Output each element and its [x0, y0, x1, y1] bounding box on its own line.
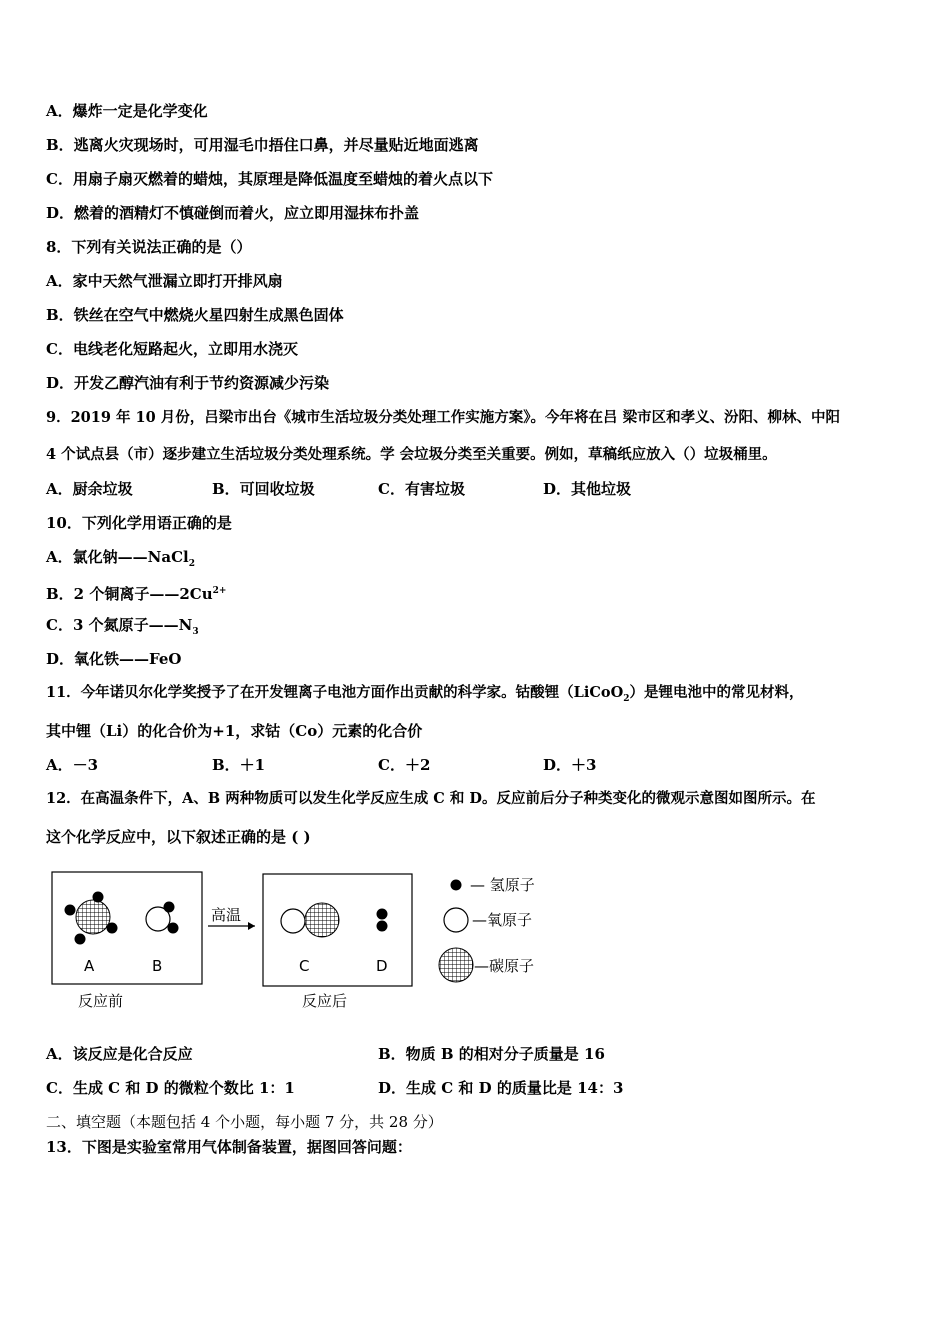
q10-b-text: B．2 个铜离子——2Cu [46, 585, 213, 603]
label-after: 反应后 [302, 992, 348, 1010]
legend-hydrogen: — 氢原子 [470, 876, 535, 894]
q10-b-superscript: 2+ [212, 586, 227, 596]
label-before: 反应前 [78, 992, 124, 1010]
hydrogen-atom-icon [451, 880, 462, 891]
q12-option-b: B．物质 B 的相对分子质量是 16 [378, 1045, 605, 1063]
q11-option-a: A．－3 [46, 756, 99, 774]
q8-option-c: C．电线老化短路起火，立即用水浇灭 [46, 340, 298, 358]
q12-stem-line2: 这个化学反应中，以下叙述正确的是 ( ) [46, 828, 311, 846]
q13-stem: 13．下图是实验室常用气体制备装置，据图回答问题： [46, 1138, 412, 1156]
carbon-atom-icon [439, 948, 473, 982]
label-d: D [376, 957, 388, 975]
q10-option-d: D．氧化铁——FeO [46, 650, 182, 668]
q10-option-c [46, 615, 199, 642]
q9-option-b: B．可回收垃圾 [212, 480, 315, 498]
atom-legend [436, 868, 576, 988]
q7-option-c: C．用扇子扇灭燃着的蜡烛，其原理是降低温度至蜡烛的着火点以下 [46, 170, 493, 188]
q12-stem-line1: 12．在高温条件下，A、B 两种物质可以发生化学反应生成 C 和 D。反应前后分子种类变化的微观示意图如图所示。在 [46, 790, 816, 807]
arrow-head [248, 922, 255, 930]
q7-option-b: B．逃离火灾现场时，可用湿毛巾捂住口鼻，并尽量贴近地面逃离 [46, 136, 479, 154]
q12-option-a: A．该反应是化合反应 [46, 1045, 193, 1063]
q8-option-b: B．铁丝在空气中燃烧火星四射生成黑色固体 [46, 306, 344, 324]
q11-option-c: C．＋2 [378, 756, 431, 774]
before-box [52, 872, 202, 984]
q9-option-d: D．其他垃圾 [543, 480, 632, 498]
label-b: B [152, 957, 163, 975]
q8-option-a: A．家中天然气泄漏立即打开排风扇 [46, 272, 283, 290]
q9-stem-line1: 9．2019 年 10 月份，吕梁市出台《城市生活垃圾分类处理工作实施方案》。今年将在吕 梁市区和孝义、汾阳、柳林、中阳 [46, 409, 841, 426]
section-2-heading: 二、填空题（本题包括 4 个小题，每小题 7 分，共 28 分） [46, 1113, 443, 1131]
q10-c-subscript: 3 [192, 627, 199, 637]
q10-option-a [46, 547, 195, 574]
label-c: C [299, 957, 310, 975]
molecule-d [377, 909, 388, 932]
q8-option-d: D．开发乙醇汽油有利于节约资源减少污染 [46, 374, 330, 392]
q8-stem: 8．下列有关说法正确的是（） [46, 238, 252, 256]
q11-line1-pre: 11．今年诺贝尔化学奖授予了在开发锂离子电池方面作出贡献的科学家。钴酸锂（LiCoO [46, 684, 624, 701]
q10-option-b [46, 581, 226, 604]
q9-stem-line2: 4 个试点县（市）逐步建立生活垃圾分类处理系统。学 会垃圾分类至关重要。例如，草稿纸应放入（）垃圾桶里。 [46, 446, 777, 463]
q11-option-d: D．＋3 [543, 756, 597, 774]
q11-stem-line1 [46, 683, 804, 709]
legend-carbon: —碳原子 [474, 957, 535, 975]
molecule-a [65, 892, 118, 945]
condition-label: 高温 [211, 906, 242, 924]
molecule-b [146, 902, 179, 934]
q11-line1-post: ）是锂电池中的常见材料， [629, 684, 804, 701]
q11-option-b: B．＋1 [212, 756, 266, 774]
q12-option-c: C．生成 C 和 D 的微粒个数比 1：1 [46, 1079, 295, 1097]
q11-line1-subscript: 2 [623, 693, 630, 704]
q10-a-text: A．氯化钠——NaCl [46, 548, 189, 566]
q9-option-c: C．有害垃圾 [378, 480, 465, 498]
label-a: A [84, 957, 95, 975]
molecule-c [281, 903, 339, 937]
legend-oxygen: —氧原子 [472, 911, 533, 929]
q7-option-a: A．爆炸一定是化学变化 [46, 102, 208, 120]
q10-stem: 10．下列化学用语正确的是 [46, 514, 232, 532]
q9-option-a: A．厨余垃圾 [46, 480, 133, 498]
q12-option-d: D．生成 C 和 D 的质量比是 14：3 [378, 1079, 624, 1097]
q10-c-text: C．3 个氮原子——N [46, 616, 193, 634]
oxygen-atom-icon [444, 908, 468, 932]
q10-a-subscript: 2 [188, 559, 195, 569]
q7-option-d: D．燃着的酒精灯不慎碰倒而着火，应立即用湿抹布扑盖 [46, 204, 420, 222]
q11-stem-line2: 其中锂（Li）的化合价为+1，求钴（Co）元素的化合价 [46, 722, 423, 740]
